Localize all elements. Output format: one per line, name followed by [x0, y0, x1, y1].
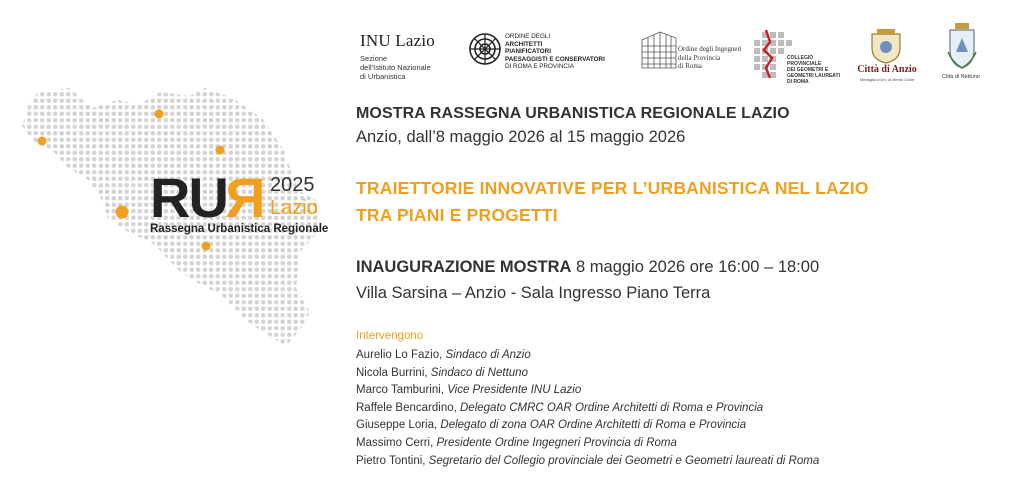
ingegneri-building-icon [640, 30, 678, 70]
event-venue: Villa Sarsina – Anzio - Sala Ingresso Piano Terra [356, 284, 711, 302]
speaker-item [356, 435, 819, 453]
speaker-item [356, 453, 819, 471]
arch-line: ORDINE DEGLI [505, 33, 551, 40]
nettuno-logo-text: Città di Nettuno [942, 74, 980, 80]
nettuno-coat-of-arms-icon [946, 22, 978, 70]
speaker-name: Aurelio Lo Fazio, [356, 349, 446, 361]
speaker-role: Presidente Ordine Ingegneri Provincia di Roma [436, 436, 677, 449]
event-theme [356, 175, 869, 229]
map-point [216, 146, 225, 155]
map-point [116, 206, 129, 219]
speakers-label: Intervengono [356, 330, 424, 342]
architetti-emblem-icon [468, 32, 502, 66]
rur-logo-wordmark [150, 166, 266, 229]
map-point [155, 110, 164, 119]
lazio-dotted-map [0, 0, 345, 501]
speakers-list [356, 347, 819, 470]
arch-line: PIANIFICATORI [505, 48, 551, 56]
anzio-logo-subtitle: Medaglia d'Oro al Merito Civile [859, 77, 915, 82]
map-point [202, 242, 211, 251]
anzio-coat-of-arms-icon [868, 28, 904, 64]
rur-subtitle: Rassegna Urbanistica Regionale [150, 223, 329, 235]
event-dates: Anzio, dall’8 maggio 2026 al 15 maggio 2026 [356, 128, 686, 146]
geo-line: DI ROMA [787, 79, 809, 85]
event-title: MOSTRA RASSEGNA URBANISTICA REGIONALE LAZIO [356, 105, 790, 122]
speaker-item [356, 400, 819, 418]
speaker-role: Sindaco di Nettuno [430, 366, 528, 379]
speaker-role: Sindaco di Anzio [445, 349, 531, 361]
speaker-name: Raffele Bencardino, [356, 401, 460, 414]
speaker-name: Massimo Cerri, [356, 436, 437, 449]
speaker-name: Pietro Tontini, [356, 454, 429, 467]
geo-line: COLLEGIO [787, 55, 814, 61]
geo-line: GEOMETRI LAUREATI [787, 73, 840, 79]
inauguration-label: INAUGURAZIONE MOSTRA [356, 258, 572, 276]
ing-line: di Roma [678, 62, 702, 70]
inu-sub-line: Sezione [360, 54, 388, 63]
anzio-logo-title: Città di Anzio [857, 64, 917, 75]
geometri-logo-text [787, 55, 842, 85]
speaker-name: Marco Tamburini, [356, 384, 448, 397]
rur-region: Lazio [270, 197, 318, 219]
geo-line: PROVINCIALE [787, 61, 822, 67]
inu-lazio-logo-title: INU Lazio [360, 31, 435, 50]
ingegneri-logo-text [678, 45, 753, 71]
speaker-name: Giuseppe Loria, [356, 419, 441, 432]
inauguration-line [356, 258, 819, 277]
arch-line: PAESAGGISTI E CONSERVATORI [505, 55, 605, 63]
arch-line: DI ROMA E PROVINCIA [505, 63, 574, 71]
inu-lazio-logo-subtitle [360, 54, 450, 81]
event-theme-line-1: TRAIETTORIE INNOVATIVE PER L’URBANISTICA NEL LAZIO [356, 178, 869, 198]
speaker-role: Vice Presidente INU Lazio [447, 384, 582, 397]
speaker-name: Nicola Burrini, [356, 366, 431, 379]
architetti-logo-text [505, 33, 635, 71]
speaker-item [356, 347, 819, 365]
speaker-item [356, 365, 819, 383]
ing-line: della Provincia [678, 53, 721, 62]
rur-year: 2025 [270, 174, 315, 196]
ing-line: Ordine degli Ingegneri [678, 45, 742, 53]
event-theme-line-2: TRA PIANI E PROGETTI [356, 205, 558, 225]
inauguration-time: 8 maggio 2026 ore 16:00 – 18:00 [571, 258, 820, 276]
map-point [38, 137, 47, 146]
rur-letters-black: RU [150, 166, 227, 229]
rur-letter-mirrored: R [226, 166, 266, 229]
speaker-item [356, 382, 819, 400]
speaker-role: Delegato CMRC OAR Ordine Architetti di Roma e Provincia [460, 401, 764, 414]
speaker-role: Delegato di zona OAR Ordine Architetti di Roma e Provincia [440, 419, 747, 432]
geo-line: DEI GEOMETRI E [787, 67, 829, 73]
inu-sub-line: di Urbanistica [360, 72, 406, 81]
inu-sub-line: dell'Istituto Nazionale [360, 63, 431, 72]
speaker-role: Segretario del Collegio provinciale dei Geometri e Geometri laureati di Roma [428, 454, 820, 467]
speaker-item [356, 417, 819, 435]
arch-line: ARCHITETTI [505, 40, 543, 48]
